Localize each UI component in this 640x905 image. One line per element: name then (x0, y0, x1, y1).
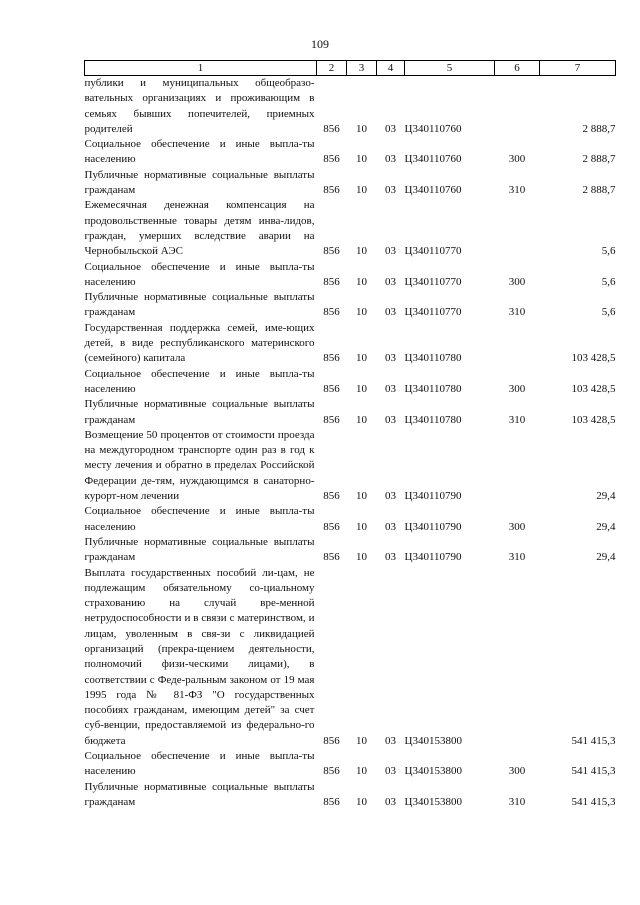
row-expense-type-code: 310 (508, 306, 526, 319)
row-department-code: 856 (323, 551, 340, 564)
row-section-code: 10 (356, 306, 367, 319)
table-row (85, 198, 616, 259)
row-subsection-code: 03 (385, 490, 396, 503)
row-subsection-code: 03 (385, 551, 396, 564)
header-col-2: 2 (317, 61, 347, 76)
row-expense-type-code: 300 (508, 153, 526, 166)
table-row (85, 780, 616, 811)
row-subsection-code: 03 (385, 275, 396, 288)
row-expense-type-code: 300 (508, 765, 526, 778)
header-col-3: 3 (347, 61, 377, 76)
row-description: Публичные нормативные социальные выплаты гражданам (84, 291, 315, 319)
row-target-article-code: Ц340110790 (404, 520, 462, 533)
row-amount: 103 428,5 (571, 382, 616, 395)
row-amount: 103 428,5 (571, 352, 616, 365)
row-description: Возмещение 50 процентов от стоимости проезда на междугородном транспорте один раз в год к месту лечения и обратно в пределах Российской Федерации де-тям, нуждающимся в санаторно-курорт-ном лечении (84, 428, 315, 503)
table-body (85, 76, 616, 811)
row-description: Публичные нормативные социальные выплаты гражданам (84, 780, 315, 808)
row-target-article-code: Ц340110760 (404, 153, 462, 166)
row-target-article-code: Ц340110790 (404, 551, 462, 564)
row-expense-type-code: 310 (508, 551, 526, 564)
budget-table (84, 60, 616, 810)
row-amount: 5,6 (601, 306, 616, 319)
row-subsection-code: 03 (385, 520, 396, 533)
row-target-article-code: Ц340110760 (404, 122, 462, 135)
row-description: Социальное обеспечение и иные выпла-ты населению (84, 505, 315, 533)
row-subsection-code: 03 (385, 184, 396, 197)
row-target-article-code: Ц340153800 (404, 795, 462, 808)
row-target-article-code: Ц340153800 (404, 734, 462, 747)
row-expense-type-code: 310 (508, 413, 526, 426)
row-department-code: 856 (323, 382, 340, 395)
row-description: Публичные нормативные социальные выплаты гражданам (84, 535, 315, 564)
row-department-code: 856 (323, 520, 340, 533)
row-subsection-code: 03 (385, 352, 396, 365)
row-section-code: 10 (356, 551, 367, 564)
row-department-code: 856 (323, 352, 340, 365)
row-amount: 29,4 (596, 490, 616, 503)
row-department-code: 856 (323, 490, 340, 503)
header-col-6: 6 (495, 61, 540, 76)
row-amount: 2 888,7 (582, 153, 616, 166)
row-expense-type-code: 310 (508, 184, 526, 197)
row-target-article-code: Ц340110770 (404, 245, 462, 258)
header-col-7: 7 (540, 61, 616, 76)
row-amount: 29,4 (596, 520, 616, 533)
row-department-code: 856 (323, 795, 340, 808)
row-amount: 103 428,5 (571, 413, 616, 426)
table-row (85, 76, 616, 138)
row-subsection-code: 03 (385, 765, 396, 778)
row-section-code: 10 (356, 122, 367, 135)
row-department-code: 856 (323, 245, 340, 258)
row-section-code: 10 (356, 765, 367, 778)
row-description: Публичные нормативные социальные выплаты гражданам (84, 168, 315, 197)
row-expense-type-code: 300 (508, 275, 526, 288)
row-subsection-code: 03 (385, 795, 396, 808)
row-section-code: 10 (356, 520, 367, 533)
row-department-code: 856 (323, 306, 340, 319)
row-description: Социальное обеспечение и иные выпла-ты населению (84, 138, 315, 166)
table-row (85, 397, 616, 428)
row-subsection-code: 03 (385, 306, 396, 319)
row-amount: 2 888,7 (582, 122, 616, 135)
row-subsection-code: 03 (385, 413, 396, 426)
row-amount: 541 415,3 (571, 765, 616, 778)
row-target-article-code: Ц340110770 (404, 275, 462, 288)
row-description: Выплата государственных пособий ли-цам, не подлежащим обязательному со-циальному страхованию на случай вре-менной нетрудоспособности и в связи с материнством, и лицам, уволенным в свя-зи с ликвидацией организаций (прекра-щением деятельности, полномочий физи-ческими лицами), в соответствии с Феде-ральным законом от 19 мая 1995 года № 81-ФЗ "О государственных пособиях гражданам, имеющим детей" за счет суб-венции, предоставляемой из федерально-го бюджета (84, 566, 315, 747)
row-section-code: 10 (356, 490, 367, 503)
row-department-code: 856 (323, 153, 340, 166)
row-description: Социальное обеспечение и иные выпла-ты населению (84, 750, 315, 778)
row-subsection-code: 03 (385, 382, 396, 395)
header-col-1: 1 (85, 61, 317, 76)
row-description: Социальное обеспечение и иные выпла-ты населению (84, 367, 315, 395)
row-section-code: 10 (356, 795, 367, 808)
row-section-code: 10 (356, 153, 367, 166)
row-target-article-code: Ц340153800 (404, 765, 462, 778)
page-number: 109 (311, 37, 329, 51)
row-expense-type-code (495, 321, 540, 367)
row-expense-type-code (495, 198, 540, 259)
row-subsection-code: 03 (385, 245, 396, 258)
row-expense-type-code (495, 428, 540, 504)
table-row (85, 290, 616, 321)
row-target-article-code: Ц340110780 (404, 382, 462, 395)
row-description: Публичные нормативные социальные выплаты гражданам (84, 398, 315, 426)
row-department-code: 856 (323, 413, 340, 426)
table-row (85, 137, 616, 168)
table-row (85, 168, 616, 199)
row-department-code: 856 (323, 275, 340, 288)
row-amount: 5,6 (601, 245, 616, 258)
header-col-4: 4 (377, 61, 405, 76)
table-row (85, 428, 616, 504)
row-section-code: 10 (356, 352, 367, 365)
row-description: Социальное обеспечение и иные выпла-ты населению (84, 260, 315, 288)
table-row (85, 566, 616, 750)
row-expense-type-code: 300 (508, 382, 526, 395)
row-amount: 541 415,3 (571, 734, 616, 747)
row-department-code: 856 (323, 734, 340, 747)
row-expense-type-code (495, 76, 540, 138)
row-expense-type-code: 300 (508, 520, 526, 533)
row-target-article-code: Ц340110770 (404, 306, 462, 319)
table-row (85, 749, 616, 780)
row-subsection-code: 03 (385, 122, 396, 135)
row-target-article-code: Ц340110780 (404, 413, 462, 426)
row-section-code: 10 (356, 275, 367, 288)
table-row (85, 535, 616, 566)
row-target-article-code: Ц340110780 (404, 352, 462, 365)
row-amount: 541 415,3 (571, 795, 616, 808)
row-department-code: 856 (323, 765, 340, 778)
table-header (85, 61, 616, 76)
row-section-code: 10 (356, 413, 367, 426)
row-section-code: 10 (356, 734, 367, 747)
row-section-code: 10 (356, 184, 367, 197)
row-description: публики и муниципальных общеобразо-вательных организациях и проживающим в семьях бывших попечителей, приемных родителей (84, 77, 315, 135)
table-row (85, 367, 616, 398)
row-subsection-code: 03 (385, 734, 396, 747)
row-expense-type-code: 310 (508, 795, 526, 808)
row-description: Государственная поддержка семей, име-ющих детей, в виде республиканского материнского (семейного) капитала (84, 321, 315, 365)
table-row (85, 321, 616, 367)
row-department-code: 856 (323, 184, 340, 197)
row-description: Ежемесячная денежная компенсация на продовольственные товары детям инва-лидов, граждан, умерших вследствие аварии на Чернобыльской АЭС (84, 199, 315, 258)
row-target-article-code: Ц340110760 (404, 184, 462, 197)
row-target-article-code: Ц340110790 (404, 490, 462, 503)
row-amount: 2 888,7 (582, 184, 616, 197)
row-section-code: 10 (356, 245, 367, 258)
row-section-code: 10 (356, 382, 367, 395)
row-subsection-code: 03 (385, 153, 396, 166)
table-row (85, 260, 616, 291)
table-row (85, 504, 616, 535)
row-department-code: 856 (323, 122, 340, 135)
header-col-5: 5 (405, 61, 495, 76)
row-expense-type-code (495, 566, 540, 750)
row-amount: 29,4 (596, 551, 616, 564)
row-amount: 5,6 (601, 275, 616, 288)
